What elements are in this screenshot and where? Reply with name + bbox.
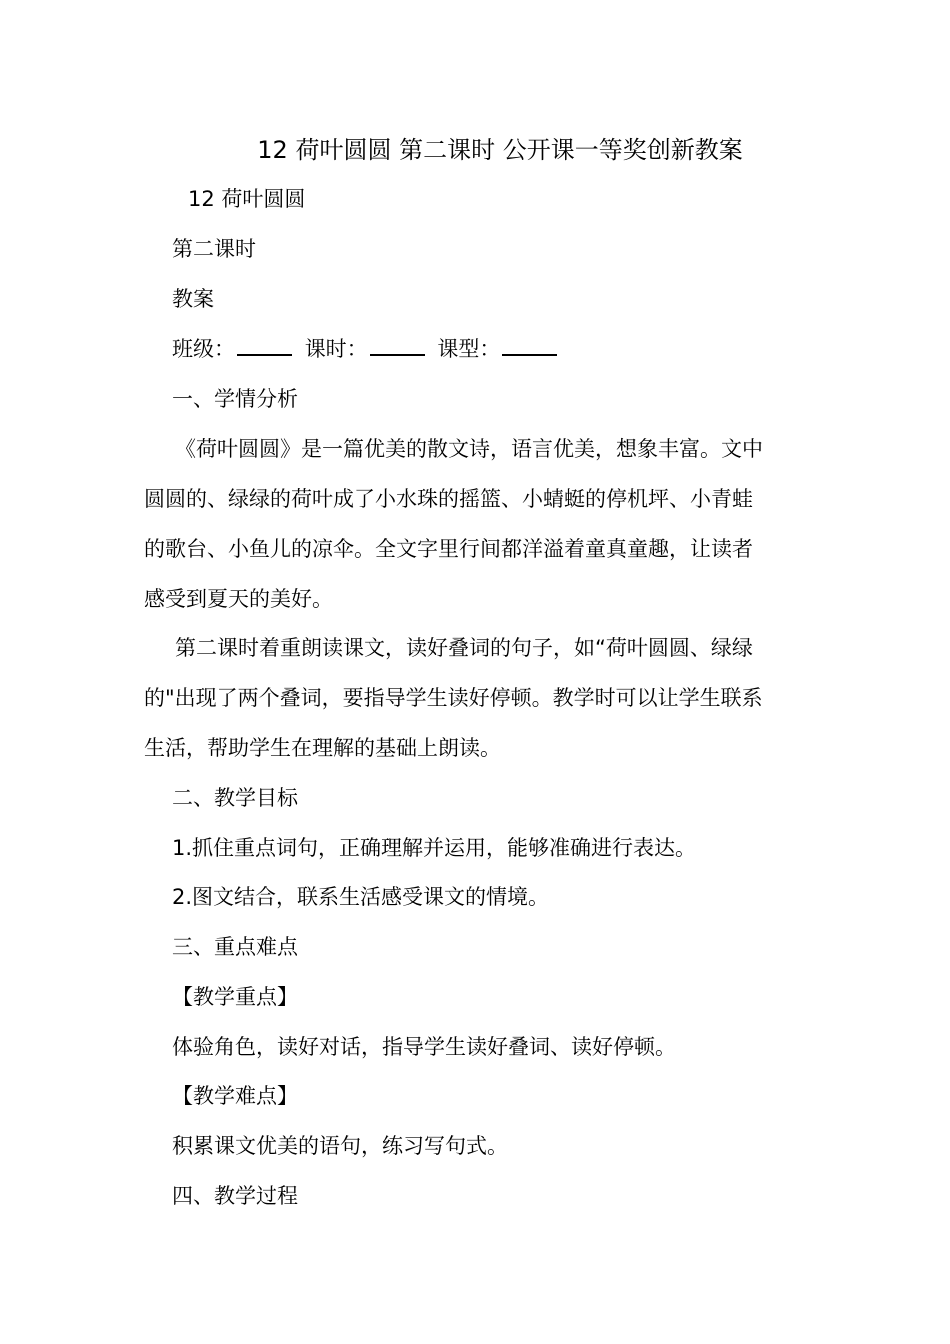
analysis-p2-line: 生活，帮助学生在理解的基础上朗读。 <box>144 736 501 760</box>
analysis-heading: 一、学情分析 <box>172 387 298 411</box>
analysis-p1-line: 的歌台、小鱼儿的凉伞。全文字里行间都洋溢着童真童趣，让读者 <box>144 537 753 561</box>
analysis-p1-line: 圆圆的、绿绿的荷叶成了小水珠的摇篮、小蜻蜓的停机坪、小青蛙 <box>144 487 753 511</box>
class-field-blank <box>237 334 292 356</box>
analysis-p1-line: 感受到夏天的美好。 <box>144 587 333 611</box>
lesson-name: 12 荷叶圆圆 <box>188 187 306 211</box>
lesson-period: 第二课时 <box>172 237 256 261</box>
key-heading: 三、重点难点 <box>172 935 298 959</box>
analysis-p2-line: 的"出现了两个叠词，要指导学生读好停顿。教学时可以让学生联系 <box>144 686 763 710</box>
document-title: 12 荷叶圆圆 第二课时 公开课一等奖创新教案 <box>257 136 743 164</box>
class-field-label: 班级： <box>172 337 235 361</box>
goal-item-1: 1.抓住重点词句，正确理解并运用，能够准确进行表达。 <box>172 836 697 860</box>
type-field-blank <box>502 334 557 356</box>
process-heading: 四、教学过程 <box>172 1184 298 1208</box>
info-fields-row <box>172 334 563 364</box>
difficulty-label: 【教学难点】 <box>172 1084 298 1108</box>
key-point-label: 【教学重点】 <box>172 985 298 1009</box>
analysis-p2-line: 第二课时着重朗读课文，读好叠词的句子，如“荷叶圆圆、绿绿 <box>175 636 753 660</box>
key-point-text: 体验角色，读好对话，指导学生读好叠词、读好停顿。 <box>172 1035 676 1059</box>
difficulty-text: 积累课文优美的语句，练习写句式。 <box>172 1134 508 1158</box>
type-field-label: 课型： <box>437 337 501 361</box>
goal-item-2: 2.图文结合，联系生活感受课文的情境。 <box>172 885 550 909</box>
doc-type: 教案 <box>172 287 214 311</box>
period-field-blank <box>370 334 425 356</box>
analysis-p1-line: 《荷叶圆圆》是一篇优美的散文诗，语言优美，想象丰富。文中 <box>175 437 763 461</box>
goals-heading: 二、教学目标 <box>172 786 298 810</box>
period-field-label: 课时： <box>304 337 368 361</box>
